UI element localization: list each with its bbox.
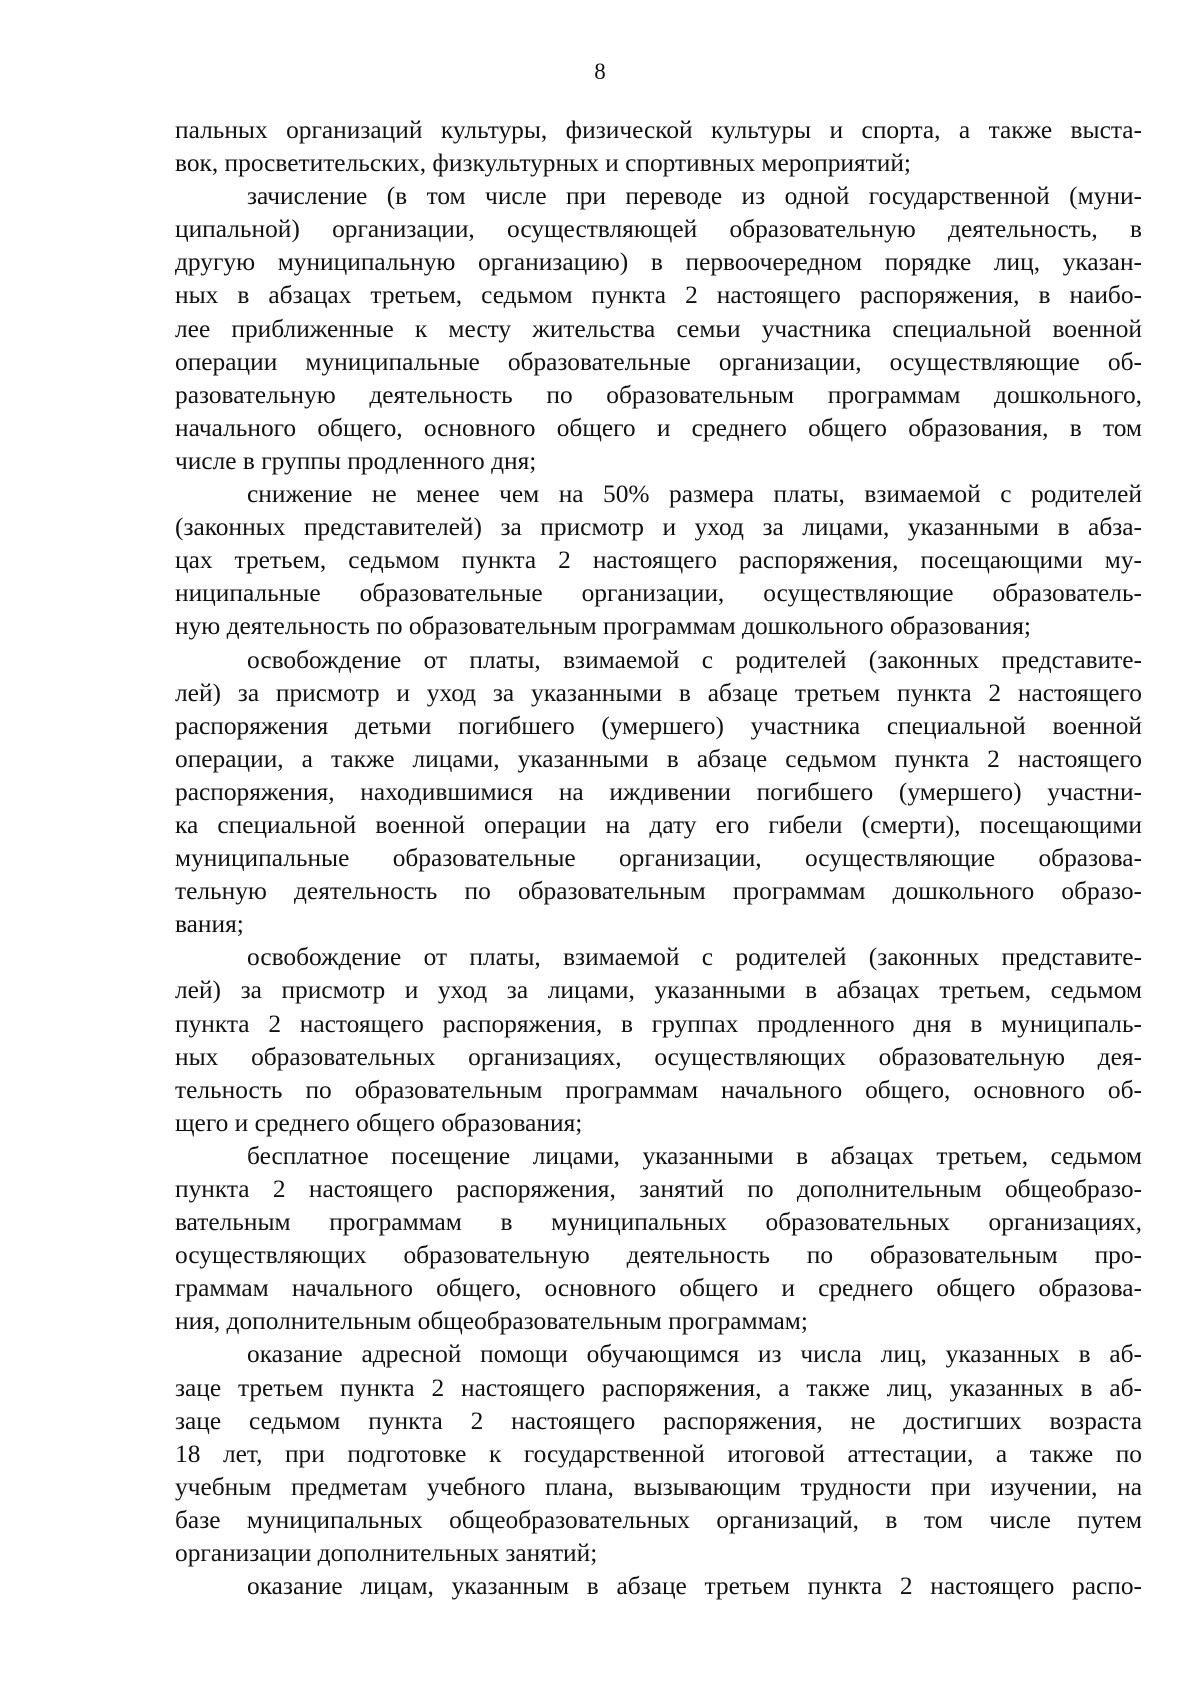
- paragraph-first-line: зачисление (в том числе при переводе из одной государственной (муни-: [247, 182, 1142, 211]
- text-line: осуществляющих образовательную деятельность по образовательным про-: [175, 1241, 1142, 1270]
- text-line: пункта 2 настоящего распоряжения, в группах продленного дня в муниципаль-: [175, 1009, 1142, 1038]
- text-line: ную деятельность по образовательным программам дошкольного образования;: [175, 612, 1031, 641]
- text-line: распоряжения детьми погибшего (умершего) участника специальной военной: [175, 711, 1142, 740]
- text-line: лей) за присмотр и уход за указанными в абзаце третьем пункта 2 настоящего: [175, 678, 1142, 707]
- text-line: ниципальные образовательные организации, осуществляющие образователь-: [175, 579, 1142, 608]
- text-line: базе муниципальных общеобразовательных организаций, в том числе путем: [175, 1505, 1142, 1534]
- text-line: учебным предметам учебного плана, вызывающим трудности при изучении, на: [175, 1472, 1142, 1501]
- text-line: начального общего, основного общего и среднего общего образования, в том: [175, 413, 1142, 442]
- text-line: тельную деятельность по образовательным программам дошкольного образо-: [175, 877, 1142, 906]
- text-line: пальных организаций культуры, физической культуры и спорта, а также выста-: [175, 116, 1142, 144]
- text-line: вания;: [175, 910, 244, 939]
- text-line: ка специальной военной операции на дату его гибели (смерти), посещающими: [175, 810, 1142, 839]
- paragraph-first-line: оказание лицам, указанным в абзаце третьем пункта 2 настоящего распо-: [247, 1572, 1142, 1601]
- text-line: числе в группы продленного дня;: [175, 446, 537, 475]
- text-line: распоряжения, находившимися на иждивении погибшего (умершего) участни-: [175, 777, 1142, 806]
- text-line: ципальной) организации, осуществляющей образовательную деятельность, в: [175, 215, 1142, 244]
- text-line: муниципальные образовательные организации, осуществляющие образова-: [175, 844, 1142, 873]
- text-line: граммам начального общего, основного общего и среднего общего образова-: [175, 1274, 1142, 1303]
- paragraph-first-line: бесплатное посещение лицами, указанными в абзацах третьем, седьмом: [247, 1141, 1142, 1170]
- text-line: 18 лет, при подготовке к государственной итоговой аттестации, а также по: [175, 1439, 1142, 1468]
- text-line: операции, а также лицами, указанными в абзаце седьмом пункта 2 настоящего: [175, 744, 1142, 773]
- text-line: заце седьмом пункта 2 настоящего распоряжения, не достигших возраста: [175, 1406, 1142, 1435]
- document-body: [175, 114, 1142, 1603]
- text-line: цах третьем, седьмом пункта 2 настоящего распоряжения, посещающими му-: [175, 546, 1142, 575]
- paragraph-first-line: снижение не менее чем на 50% размера платы, взимаемой с родителей: [247, 480, 1142, 509]
- text-line: щего и среднего общего образования;: [175, 1108, 583, 1137]
- text-line: ния, дополнительным общеобразовательным программам;: [175, 1307, 808, 1336]
- text-line: лее приближенные к месту жительства семьи участника специальной военной: [175, 314, 1142, 343]
- paragraph-first-line: освобождение от платы, взимаемой с родителей (законных представите-: [247, 943, 1142, 972]
- text-line: другую муниципальную организацию) в первоочередном порядке лиц, указан-: [175, 248, 1142, 277]
- text-line: вок, просветительских, физкультурных и спортивных мероприятий;: [175, 149, 911, 178]
- page-number: 8: [594, 59, 606, 84]
- text-line: лей) за присмотр и уход за лицами, указанными в абзацах третьем, седьмом: [175, 976, 1142, 1005]
- text-line: ных образовательных организациях, осуществляющих образовательную дея-: [175, 1042, 1142, 1071]
- text-line: операции муниципальные образовательные организации, осуществляющие об-: [175, 347, 1142, 376]
- text-line: ных в абзацах третьем, седьмом пункта 2 настоящего распоряжения, в наибо-: [175, 281, 1142, 310]
- text-line: заце третьем пункта 2 настоящего распоряжения, а также лиц, указанных в аб-: [175, 1373, 1142, 1402]
- paragraph-first-line: освобождение от платы, взимаемой с родителей (законных представите-: [247, 645, 1142, 674]
- text-line: тельность по образовательным программам начального общего, основного об-: [175, 1075, 1142, 1104]
- text-line: организации дополнительных занятий;: [175, 1539, 598, 1568]
- text-line: пункта 2 настоящего распоряжения, занятий по дополнительным общеобразо-: [175, 1175, 1142, 1203]
- paragraph-first-line: оказание адресной помощи обучающимся из числа лиц, указанных в аб-: [247, 1340, 1142, 1369]
- text-line: разовательную деятельность по образовательным программам дошкольного,: [175, 380, 1142, 409]
- text-line: вательным программам в муниципальных образовательных организациях,: [175, 1208, 1142, 1237]
- text-line: (законных представителей) за присмотр и уход за лицами, указанными в абза-: [175, 513, 1142, 542]
